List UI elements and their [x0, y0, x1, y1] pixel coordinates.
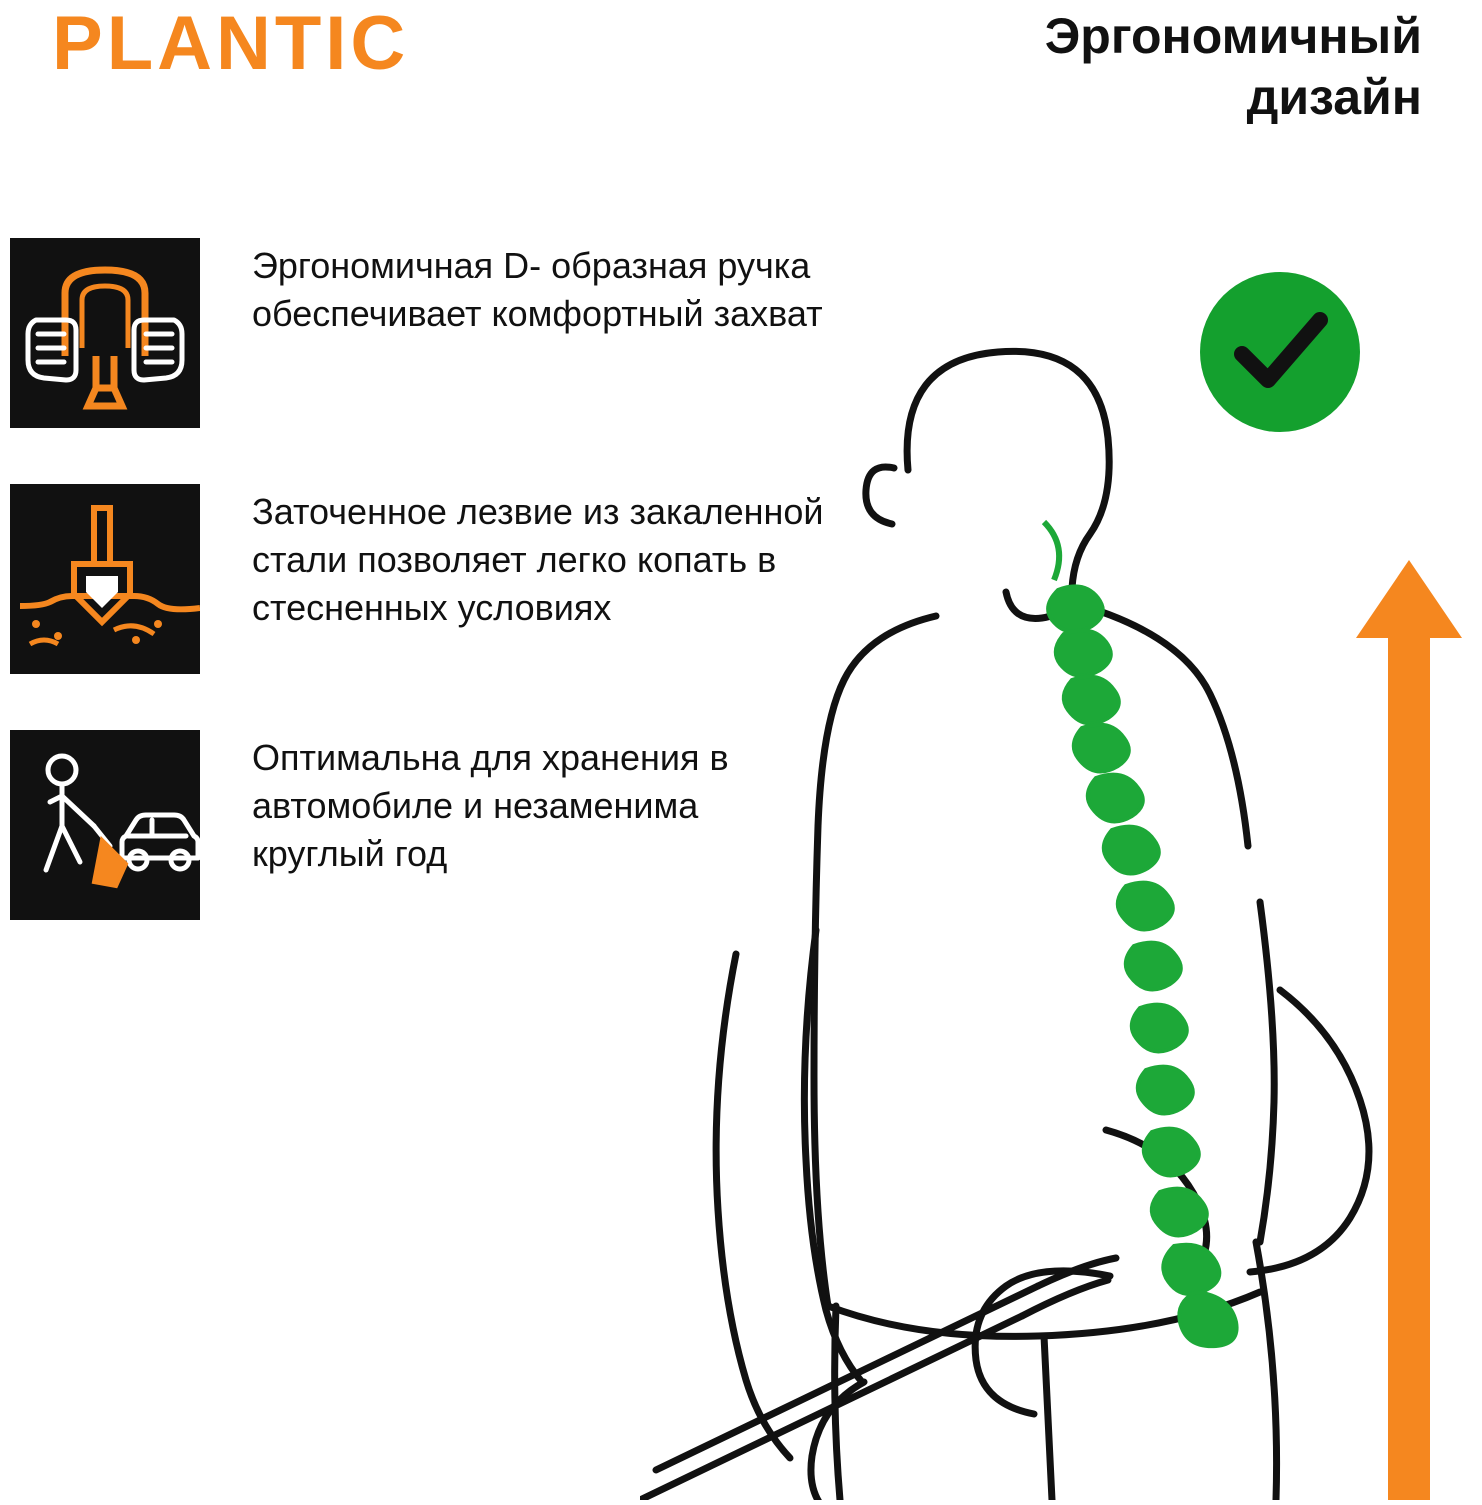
headline-line-1: Эргономичный: [1044, 8, 1422, 64]
brand-logo: PLANTIC: [52, 1, 410, 86]
hands-gripping-handle-icon: [10, 238, 200, 428]
feature-label: Эргономичная D- образная ручка обеспечивает комфортный захват: [252, 245, 823, 334]
person-with-shovel-icon: [640, 230, 1482, 1500]
shovel-blade-digging-icon: [10, 484, 200, 674]
feature-label: Заточенное лезвие из закаленной стали позволяет легко копать в стесненных условиях: [252, 491, 824, 628]
feature-label: Оптимальна для хранения в автомобиле и незаменима круглый год: [252, 737, 729, 874]
headline-line-2: дизайн: [1246, 69, 1422, 125]
illustration-panel: [640, 230, 1482, 1500]
person-digging-near-car-icon: [10, 730, 200, 920]
page-title: [782, 6, 1422, 128]
